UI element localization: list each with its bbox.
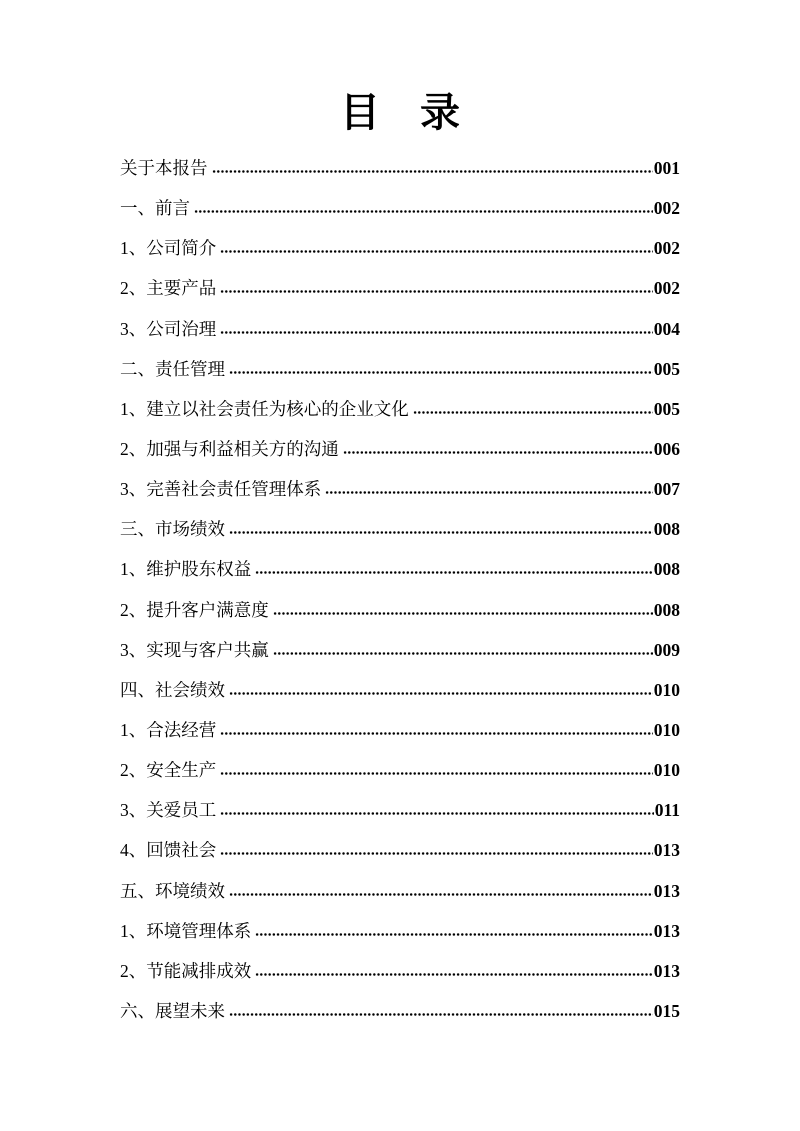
page-title: 目 录 [340,90,460,135]
dot-leader-icon [229,370,653,375]
dot-leader-icon [255,570,653,575]
toc-entry-label: 1、环境管理体系 [120,920,252,941]
dot-leader-icon [325,490,653,495]
toc-entry-page-number: 010 [653,719,680,740]
dot-leader-icon [212,169,653,174]
toc-entry [120,429,680,469]
toc-entry [120,349,680,389]
toc-entry-label: 二、责任管理 [120,358,225,379]
toc-entry-label: 1、维护股东权益 [120,559,252,580]
dot-leader-icon [229,1012,653,1017]
toc-entry [120,469,680,509]
toc-entry [120,670,680,710]
toc-entry-page-number: 008 [653,599,680,620]
toc-entry-page-number: 002 [653,198,680,219]
toc-entry [120,750,680,790]
toc-entry-label: 三、市场绩效 [120,519,225,540]
toc-entry-label: 3、实现与客户共赢 [120,639,269,660]
toc-entry [120,188,680,228]
toc-entry-label: 2、主要产品 [120,278,217,299]
toc-entry-page-number: 011 [654,800,680,821]
toc-entry-page-number: 002 [653,238,680,259]
toc-entry [120,148,680,188]
toc-entry [120,590,680,630]
dot-leader-icon [194,209,653,214]
toc-entry-label: 1、建立以社会责任为核心的企业文化 [120,398,409,419]
dot-leader-icon [273,651,653,656]
dot-leader-icon [229,892,653,897]
toc-entry-page-number: 015 [653,1000,680,1021]
toc-entry-label: 3、完善社会责任管理体系 [120,479,322,500]
toc-entry-page-number: 007 [653,479,680,500]
toc-page [120,0,680,1131]
toc-entry-label: 关于本报告 [120,158,208,178]
toc-entry-label: 4、回馈社会 [120,840,217,861]
toc-entry [120,228,680,268]
dot-leader-icon [229,691,653,696]
toc-entry [120,630,680,670]
toc-entry-label: 五、环境绩效 [120,880,225,901]
toc-entry-page-number: 009 [653,639,680,660]
toc-entry-page-number: 010 [653,679,680,700]
toc-entry-label: 1、合法经营 [120,719,217,740]
dot-leader-icon [220,731,653,736]
toc-entry-page-number: 013 [653,840,680,861]
dot-leader-icon [220,330,653,335]
toc-entry [120,309,680,349]
toc-entry-page-number: 006 [653,438,680,459]
dot-leader-icon [255,972,653,977]
dot-leader-icon [220,851,653,856]
toc-entry-page-number: 013 [653,920,680,941]
toc-entry-label: 四、社会绩效 [120,679,225,700]
toc-entry-page-number: 008 [653,519,680,540]
toc-entry-page-number: 008 [653,559,680,580]
toc-entry-page-number: 013 [653,960,680,981]
toc-entry [120,710,680,750]
toc-entry-page-number: 005 [653,398,680,419]
toc-list [120,148,680,1031]
toc-entry-label: 1、公司简介 [120,238,217,259]
toc-entry [120,268,680,308]
toc-entry [120,951,680,991]
toc-entry-label: 2、提升客户满意度 [120,599,269,620]
toc-entry-label: 2、安全生产 [120,760,217,781]
dot-leader-icon [413,410,653,415]
toc-entry-label: 3、关爱员工 [120,800,217,821]
toc-entry-page-number: 001 [653,158,680,178]
toc-entry [120,389,680,429]
toc-entry-page-number: 002 [653,278,680,299]
toc-entry-label: 3、公司治理 [120,318,217,339]
dot-leader-icon [220,771,653,776]
dot-leader-icon [273,611,653,616]
dot-leader-icon [220,289,653,294]
toc-entry-label: 六、展望未来 [120,1000,225,1021]
dot-leader-icon [220,249,653,254]
toc-entry-label: 2、加强与利益相关方的沟通 [120,438,339,459]
dot-leader-icon [229,530,653,535]
toc-entry [120,790,680,830]
dot-leader-icon [255,932,653,937]
toc-entry-label: 2、节能减排成效 [120,960,252,981]
dot-leader-icon [343,450,653,455]
dot-leader-icon [220,811,653,816]
toc-entry [120,549,680,589]
toc-entry-page-number: 004 [653,318,680,339]
toc-entry-page-number: 005 [653,358,680,379]
toc-entry [120,911,680,951]
toc-entry-page-number: 010 [653,760,680,781]
toc-entry [120,871,680,911]
toc-entry [120,830,680,870]
toc-entry-page-number: 013 [653,880,680,901]
toc-entry [120,991,680,1031]
toc-entry-label: 一、前言 [120,198,190,219]
toc-entry [120,509,680,549]
